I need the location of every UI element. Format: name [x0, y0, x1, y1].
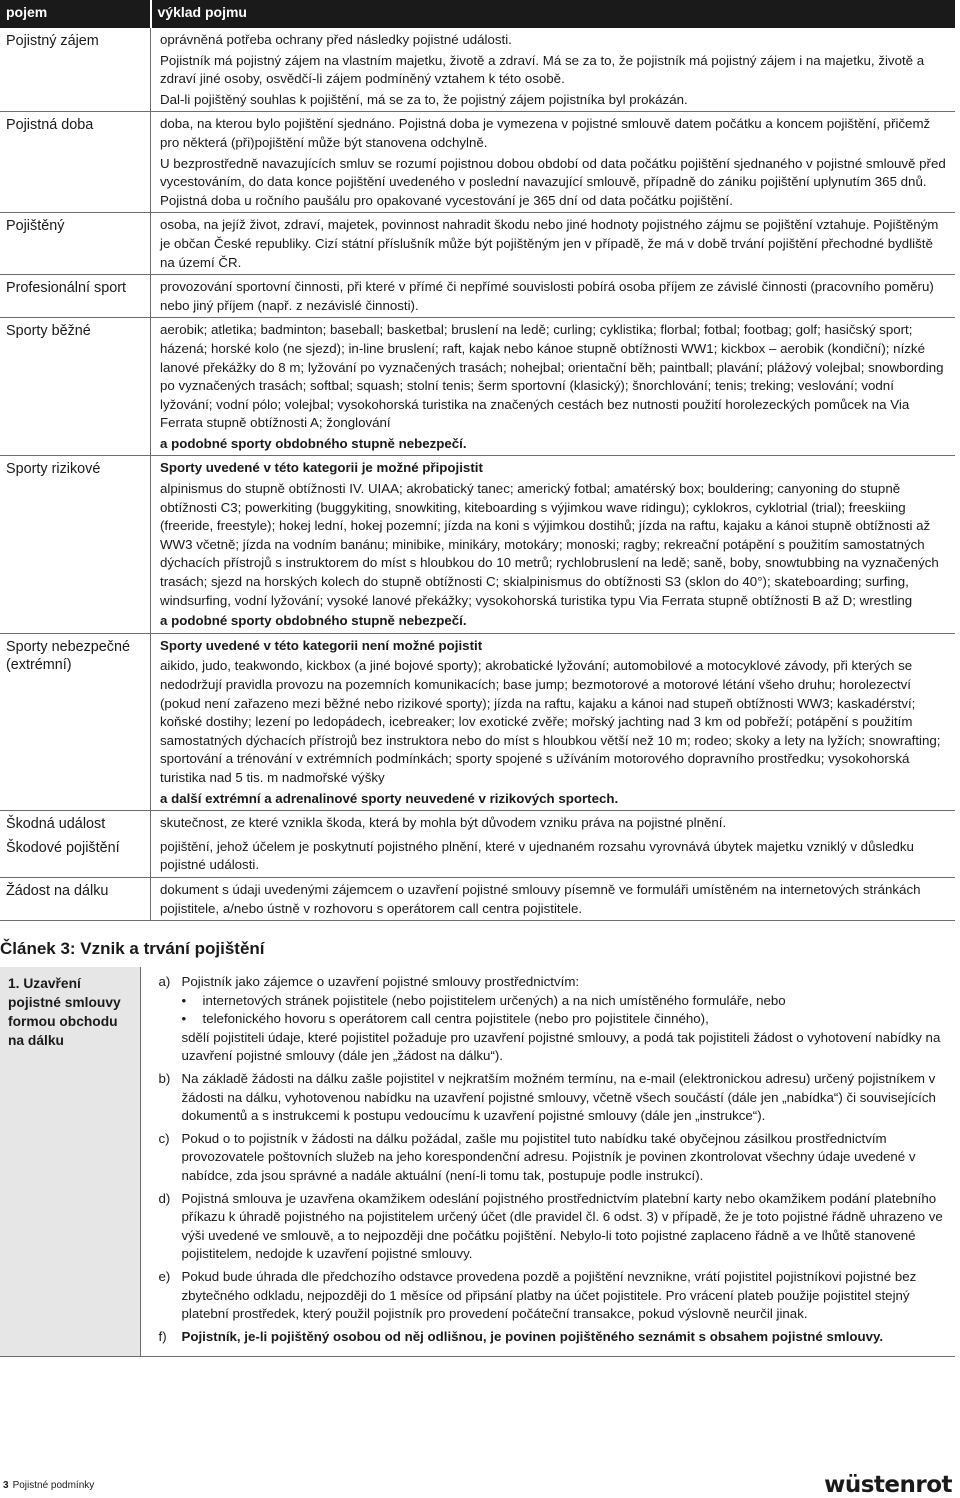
bullet-item: • internetových stránek pojistitele (nebo pojistitelem určených) a na nich umístěného formuláře, nebo	[182, 992, 956, 1011]
definition-paragraph: aikido, judo, teakwondo, kickbox (a jiné bojové sporty); akrobatické lyžování; automobilové a motocyklové závody, při kterých se nedodržují pravidla provozu na pozemních komunikacích; base jump; bezmotorové a motorové létání všeho druhu; horolezectví (pokud není zařazeno mezi běžné nebo rizikové sporty); jízda na raftu, kajaku a kánoi nad stupeň obtížnosti WW3; kaskadérství; koňské dostihy; lezení po ledopádech, icebreaker; lov exotické zvěře; mořský jachting nad 3 km od pobřeží; potápění s použitím samostatných dýchacích přístrojů bez instruktora nebo do míst s hloubkou větší než 10 m; rodeo; skoky a lety na lyžích; snowrafting; sportování a trénování v extrémních podmínkách; sporty spojené s užíváním motorového dopravního prostředku; vysokohorská turistika nad 5 tis. m nadmořské výšky	[160, 658, 941, 785]
term-cell: Pojištěný	[0, 213, 151, 275]
page-footer	[3, 1480, 94, 1491]
item-main-text: Pojistník, je-li pojištěný osobou od něj odlišnou, je povinen pojištěného seznámit s obsahem pojistné smlouvy.	[181, 1328, 884, 1344]
term-cell: Žádost na dálku	[0, 877, 151, 920]
definition-cell	[151, 877, 956, 920]
table-row	[0, 456, 955, 633]
list-item	[159, 1070, 956, 1126]
table-row	[0, 318, 955, 456]
definition-paragraph: Pojistník má pojistný zájem na vlastním majetku, životě a zdraví. Má se za to, že pojistník má pojistný zájem i na majetku, životě a zdraví jiné osoby, osvědčí-li zájem podmíněný vztahem k této osobě.	[160, 52, 925, 87]
column-header-definition: výklad pojmu	[151, 0, 956, 28]
definition-paragraph: skutečnost, ze které vznikla škoda, která by mohla být důvodem vzniku práva na pojistné plnění.	[160, 815, 727, 831]
term-cell: Škodové pojištění	[0, 835, 151, 878]
section-label: 1. Uzavření pojistné smlouvy formou obchodu na dálku	[0, 967, 140, 1357]
definition-paragraph: Sporty uvedené v této kategorii není možné pojistit	[160, 637, 483, 653]
definition-paragraph: Sporty uvedené v této kategorii je možné připojistit	[160, 460, 483, 476]
table-row	[0, 112, 955, 213]
term-cell: Sporty nebezpečné (extrémní)	[0, 633, 151, 810]
definition-paragraph: Dal-li pojištěný souhlas k pojištění, má se za to, že pojistný zájem pojistníka byl prokázán.	[160, 91, 688, 107]
list-item	[159, 1130, 956, 1186]
term-cell: Pojistná doba	[0, 112, 151, 213]
article-heading: Článek 3: Vznik a trvání pojištění	[0, 939, 265, 958]
definition-cell	[151, 213, 956, 275]
definition-paragraph: aerobik; atletika; badminton; baseball; basketbal; bruslení na ledě; curling; cyklistika; florbal; fotbal; footbag; golf; hasičský sport; házená; horské kolo (ne sjezd); in-line bruslení; raft, kajak nebo kánoe stupně obtížnosti WW1; kickbox – aerobik (kondiční); nízké lanové překážky do 8 m; lyžování po vyznačených trasách; nohejbal; orientační běh; paintball; plavání; plážový volejbal; snowbording po vyznačených trasách; softbal; squash; stolní tenis; šerm sportovní (klasický); šnorchlování; tenis; treking; veslování; vodní lyžování; vodní pólo; volejbal; vysokohorská turistika na značených cestách bez nutnosti použití horolezeckých pomůcek na Via Ferrata stupně obtížnosti A; žonglování	[160, 322, 944, 431]
definition-paragraph: a další extrémní a adrenalinové sporty neuvedené v rizikových sportech.	[160, 790, 619, 806]
document-name: Pojistné podmínky	[12, 1480, 95, 1491]
page-number: 3	[3, 1480, 9, 1491]
item-text	[182, 973, 956, 1066]
item-text	[182, 1130, 956, 1186]
item-main-text: Pokud bude úhrada dle předchozího odstavce provedena pozdě a pojištění nevznikne, vrátí pojistitel pojistníkovi pojistné bez zbytečného odkladu, nejpozději do 1 měsíce od připsání platby na účet pojistitele. Pro vrácení plateb použije pojistitel stejný platební prostředek, který použil pojistník pro provedení počáteční transakce, pokud výslovně neurčil jinak.	[181, 1268, 917, 1322]
definition-cell	[151, 811, 956, 835]
item-label: b)	[158, 1070, 171, 1086]
term-cell: Škodná událost	[0, 811, 151, 835]
item-label: d)	[158, 1190, 171, 1206]
table-row	[0, 811, 955, 835]
item-label: f)	[158, 1328, 167, 1344]
item-main-text: Pojistník jako zájemce o uzavření pojistné smlouvy prostřednictvím:	[181, 974, 580, 989]
table-row	[0, 275, 955, 318]
article-3-table	[0, 967, 955, 1357]
definition-paragraph: doba, na kterou bylo pojištění sjednáno. Pojistná doba je vymezena v pojistné smlouvě datem počátku a koncem pojištění, přičemž pro některá (při)pojištění může být stanovena odchylně.	[160, 116, 931, 150]
table-row	[0, 835, 955, 878]
item-label: a)	[158, 974, 171, 989]
table-row	[0, 28, 955, 112]
definition-paragraph: pojištění, jehož účelem je poskytnutí pojistného plnění, které v ujednaném rozsahu vyrovnává úbytek majetku vzniklý v důsledku pojistné události.	[160, 838, 914, 873]
item-text	[182, 1070, 956, 1126]
definition-cell	[151, 633, 956, 810]
item-text	[182, 1328, 956, 1347]
term-cell: Pojistný zájem	[0, 28, 151, 112]
list-item	[159, 1190, 956, 1264]
term-cell: Profesionální sport	[0, 275, 151, 318]
item-label: e)	[158, 1268, 171, 1284]
table-row	[0, 633, 955, 810]
term-cell: Sporty běžné	[0, 318, 151, 456]
definition-paragraph: a podobné sporty obdobného stupně nebezpečí.	[160, 613, 467, 629]
item-text	[182, 1190, 956, 1264]
definition-paragraph: osoba, na jejíž život, zdraví, majetek, povinnost nahradit škodu nebo jiné hodnoty pojistného zájmu se pojištění vztahuje. Pojištěným je občan České republiky. Cizí státní příslušník může být pojištěným jen v případě, že má v době trvání pojištění přechodné bydliště na území ČR.	[160, 217, 939, 270]
item-main-text: Pokud o to pojistník v žádosti na dálku požádal, zašle mu pojistitel tuto nabídku také obyčejnou zásilkou prostřednictvím provozovatele poštovních služeb na jeho korespondenční adresu. Pojistník je povinen zkontrolovat všechny údaje uvedené v nabídce, zda jsou správné a nadále aktuální (není-li tomu tak, postupuje podle instrukcí).	[181, 1130, 916, 1183]
bullet-item: • telefonického hovoru s operátorem call centra pojistitele (nebo pro pojistitele činného),	[182, 1010, 956, 1029]
definition-cell	[151, 318, 956, 456]
item-label: c)	[158, 1130, 170, 1146]
term-cell: Sporty rizikové	[0, 456, 151, 633]
item-after-text: sdělí pojistiteli údaje, které pojistitel požaduje pro uzavření pojistné smlouvy, a podá tak pojistiteli žádost o vyhotovení nabídky na uzavření pojistné smlouvy (dále jen „žádost na dálku“).	[181, 1029, 941, 1064]
item-text	[182, 1268, 956, 1324]
column-header-term: pojem	[0, 0, 151, 28]
definition-cell	[151, 112, 956, 213]
section-body	[140, 967, 955, 1357]
list-item	[159, 1328, 956, 1347]
table-row	[0, 877, 955, 920]
definition-paragraph: dokument s údaji uvedenými zájemcem o uzavření pojistné smlouvy písemně ve formuláři umístěném na internetových stránkách pojistitele, a/nebo ústně v rozhovoru s operátorem call centra pojistitele.	[160, 881, 921, 916]
definition-cell	[151, 275, 956, 318]
definition-cell	[151, 835, 956, 878]
item-main-text: Pojistná smlouva je uzavřena okamžikem odeslání pojistného prostřednictvím platební karty nebo okamžikem podání platebního příkazu k úhradě pojistného na pojistitelem určený účet (dle pravidel čl. 6 odst. 3) v případě, že je toto pojistné řádně uhrazeno ve výši uvedené ve smlouvě, a to nejpozději dne počátku pojištění. Nebylo-li toto pojistné zaplaceno řádně a ve lhůtě stanovené pojistitelem, nedojde k uzavření pojistné smlouvy.	[181, 1190, 943, 1262]
bullet-list	[182, 992, 956, 1029]
table-row	[0, 213, 955, 275]
list-item	[159, 1268, 956, 1324]
definition-paragraph: U bezprostředně navazujících smluv se rozumí pojistnou dobou období od data počátku pojištění sjednaného v pojistné smlouvě před vycestováním, do data konce pojištění uvedeného v poslední navazující smlouvě, případně do zániku pojištění uplynutím 365 dnů. Pojistná doba u ročního paušálu pro opakované vycestování je 365 dní od data počátku pojištění.	[160, 155, 946, 208]
definition-paragraph: provozování sportovní činnosti, při které v přímé či nepřímé souvislosti pobírá osoba příjem ze závislé činnosti (pracovního poměru) nebo jiný příjem (např. z nezávislé činnosti).	[160, 279, 934, 313]
item-main-text: Na základě žádosti na dálku zašle pojistitel v nejkratším možném termínu, na e-mail (elektronickou adresu) určený pojistníkem v žádosti na dálku, vyhotovenou nabídku na uzavření pojistné smlouvy, včetně všech součástí (dále jen „nabídka“) či souvisejících dokumentů a s instrukcemi k postupu vedoucímu k uzavření pojistné smlouvy (dále jen „instrukce“).	[181, 1070, 936, 1124]
definition-paragraph: oprávněná potřeba ochrany před následky pojistné události.	[160, 32, 512, 47]
definition-paragraph: alpinismus do stupně obtížnosti IV. UIAA; akrobatický tanec; americký fotbal; amatérský box; bouldering; canyoning do stupně obtížnosti C3; powerkiting (buggykiting, snowkiting, kiteboarding s výjimkou wave ridingu); cyklokros, cyklotrial (trial); freeskiing (freeride, freestyle); hokej lední, hokej pozemní; jízda na koni s výjimkou dostihů; jízda na raftu, kajaku a kánoi stupně obtížnosti až WW3 včetně; jízda na vodním banánu; minibike, minikáry, motokáry; monoski; ragby; rekreační potápění s použitím samostatných dýchacích přístrojů s instruktorem do míst s hloubkou do 10 metrů; rychlobruslení na ledě; saně, boby, snowtubbing na vyznačených trasách; sjezd na horských kolech do stupně obtížnosti C; skialpinismus do obtížnosti S3 (sklon do 40°); skateboarding; surfing, windsurfing, vodní lyžování; vysoké lanové překážky; vysokohorská turistika typu Via Ferrata stupně obtížnosti B až D; wrestling	[160, 481, 939, 608]
definition-paragraph: a podobné sporty obdobného stupně nebezpečí.	[160, 435, 467, 451]
definition-cell	[151, 456, 956, 633]
definition-cell	[151, 28, 956, 112]
brand-logo: wüstenrot	[824, 1472, 952, 1498]
list-item	[159, 973, 956, 1066]
